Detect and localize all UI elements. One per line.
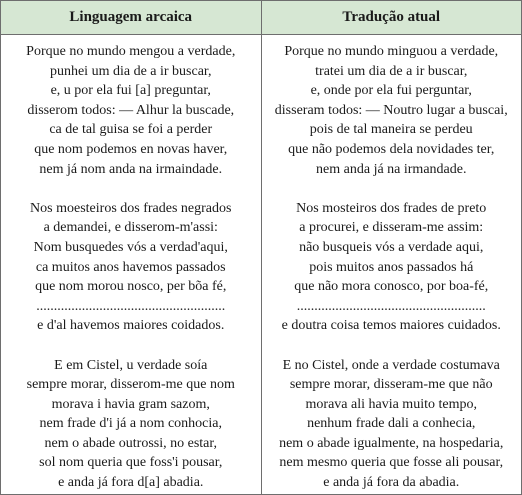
- verse-line: que nom morou nosco, per bõa fé,: [35, 279, 227, 295]
- verse-line: morava ali havia muito tempo,: [305, 396, 477, 412]
- ellipsis-line: ......................................................: [296, 298, 486, 314]
- verse-line: e anda já fora da abadia.: [323, 475, 460, 491]
- verse-line: que nom podemos en novas haver,: [34, 141, 228, 157]
- verse-line: disserom todos: — Alhur la buscade,: [27, 102, 235, 118]
- modern-text-cell: [261, 35, 522, 495]
- verse-line: Porque no mundo minguou a verdade,: [284, 44, 499, 59]
- verse-line: nem já nom anda na irmaindade.: [39, 161, 223, 177]
- verse-line: tratei um dia de a ir buscar,: [315, 63, 468, 79]
- modern-stanza-2: [266, 199, 518, 336]
- verse-line: E no Cistel, onde a verdade costumava: [282, 357, 500, 373]
- header-archaic-language: Linguagem arcaica: [1, 1, 262, 35]
- verse-line: Nom busquedes vós a verdad'aqui,: [33, 239, 228, 255]
- verse-line: E em Cistel, u verdade soía: [54, 357, 208, 373]
- verse-line: Porque no mundo mengou a verdade,: [26, 44, 236, 59]
- verse-line: sempre morar, disseram-me que não: [289, 377, 493, 393]
- verse-line: pois muitos anos passados há: [309, 259, 474, 275]
- modern-stanza-3: [266, 356, 518, 493]
- verse-line: que não mora conosco, por boa-fé,: [294, 279, 489, 295]
- verse-line: sol nom queria que foss'i pousar,: [39, 455, 223, 471]
- verse-line: Nos moesteiros dos frades negrados: [30, 200, 232, 216]
- verse-line: e, onde por ela fui perguntar,: [310, 83, 472, 99]
- verse-line: não busqueis vós a verdade aqui,: [299, 239, 484, 255]
- verse-line: disseram todos: — Noutro lugar a buscai,: [274, 102, 508, 118]
- verse-line: nenhum frade dali a conhecia,: [307, 416, 476, 432]
- ellipsis-line: ......................................................: [36, 298, 226, 314]
- verse-line: punhei um dia de a ir buscar,: [49, 63, 212, 79]
- verse-line: nem anda já na irmandade.: [316, 161, 467, 177]
- verse-line: a procurei, e disseram-me assim:: [299, 220, 484, 236]
- archaic-stanza-1: [5, 42, 257, 179]
- verse-line: morava i havia gram sazom,: [51, 396, 210, 412]
- verse-line: pois de tal maneira se perdeu: [309, 122, 473, 138]
- verse-line: que não podemos dela novidades ter,: [288, 141, 495, 157]
- verse-line: nem frade d'i já a nom conhocia,: [39, 416, 222, 432]
- verse-line: Nos mosteiros dos frades de preto: [296, 200, 487, 216]
- verse-line: sempre morar, disserom-me que nom: [26, 377, 235, 393]
- verse-line: ca muitos anos havemos passados: [35, 259, 226, 275]
- archaic-stanza-3: [5, 356, 257, 493]
- header-row: [1, 1, 522, 35]
- verse-line: nem o abade igualmente, na hospedaria,: [279, 435, 504, 451]
- verse-line: e anda já fora d[a] abadia.: [58, 475, 204, 491]
- verse-line: nem mesmo queria que fosse ali pousar,: [279, 455, 504, 471]
- verse-line: e, u por ela fui [a] preguntar,: [50, 83, 211, 99]
- verse-line: a demandei, e disserom-m'assi:: [43, 220, 218, 236]
- archaic-text-cell: [1, 35, 262, 495]
- header-modern-translation: Tradução atual: [261, 1, 522, 35]
- archaic-stanza-2: [5, 199, 257, 336]
- content-row: [1, 35, 522, 495]
- verse-line: nem o abade outrossi, no estar,: [44, 435, 217, 451]
- verse-line: ca de tal guisa se foi a perder: [49, 122, 213, 138]
- modern-stanza-1: [266, 42, 518, 179]
- verse-line: e d'al havemos maiores coidados.: [37, 318, 225, 334]
- verse-line: e doutra coisa temos maiores cuidados.: [281, 318, 501, 334]
